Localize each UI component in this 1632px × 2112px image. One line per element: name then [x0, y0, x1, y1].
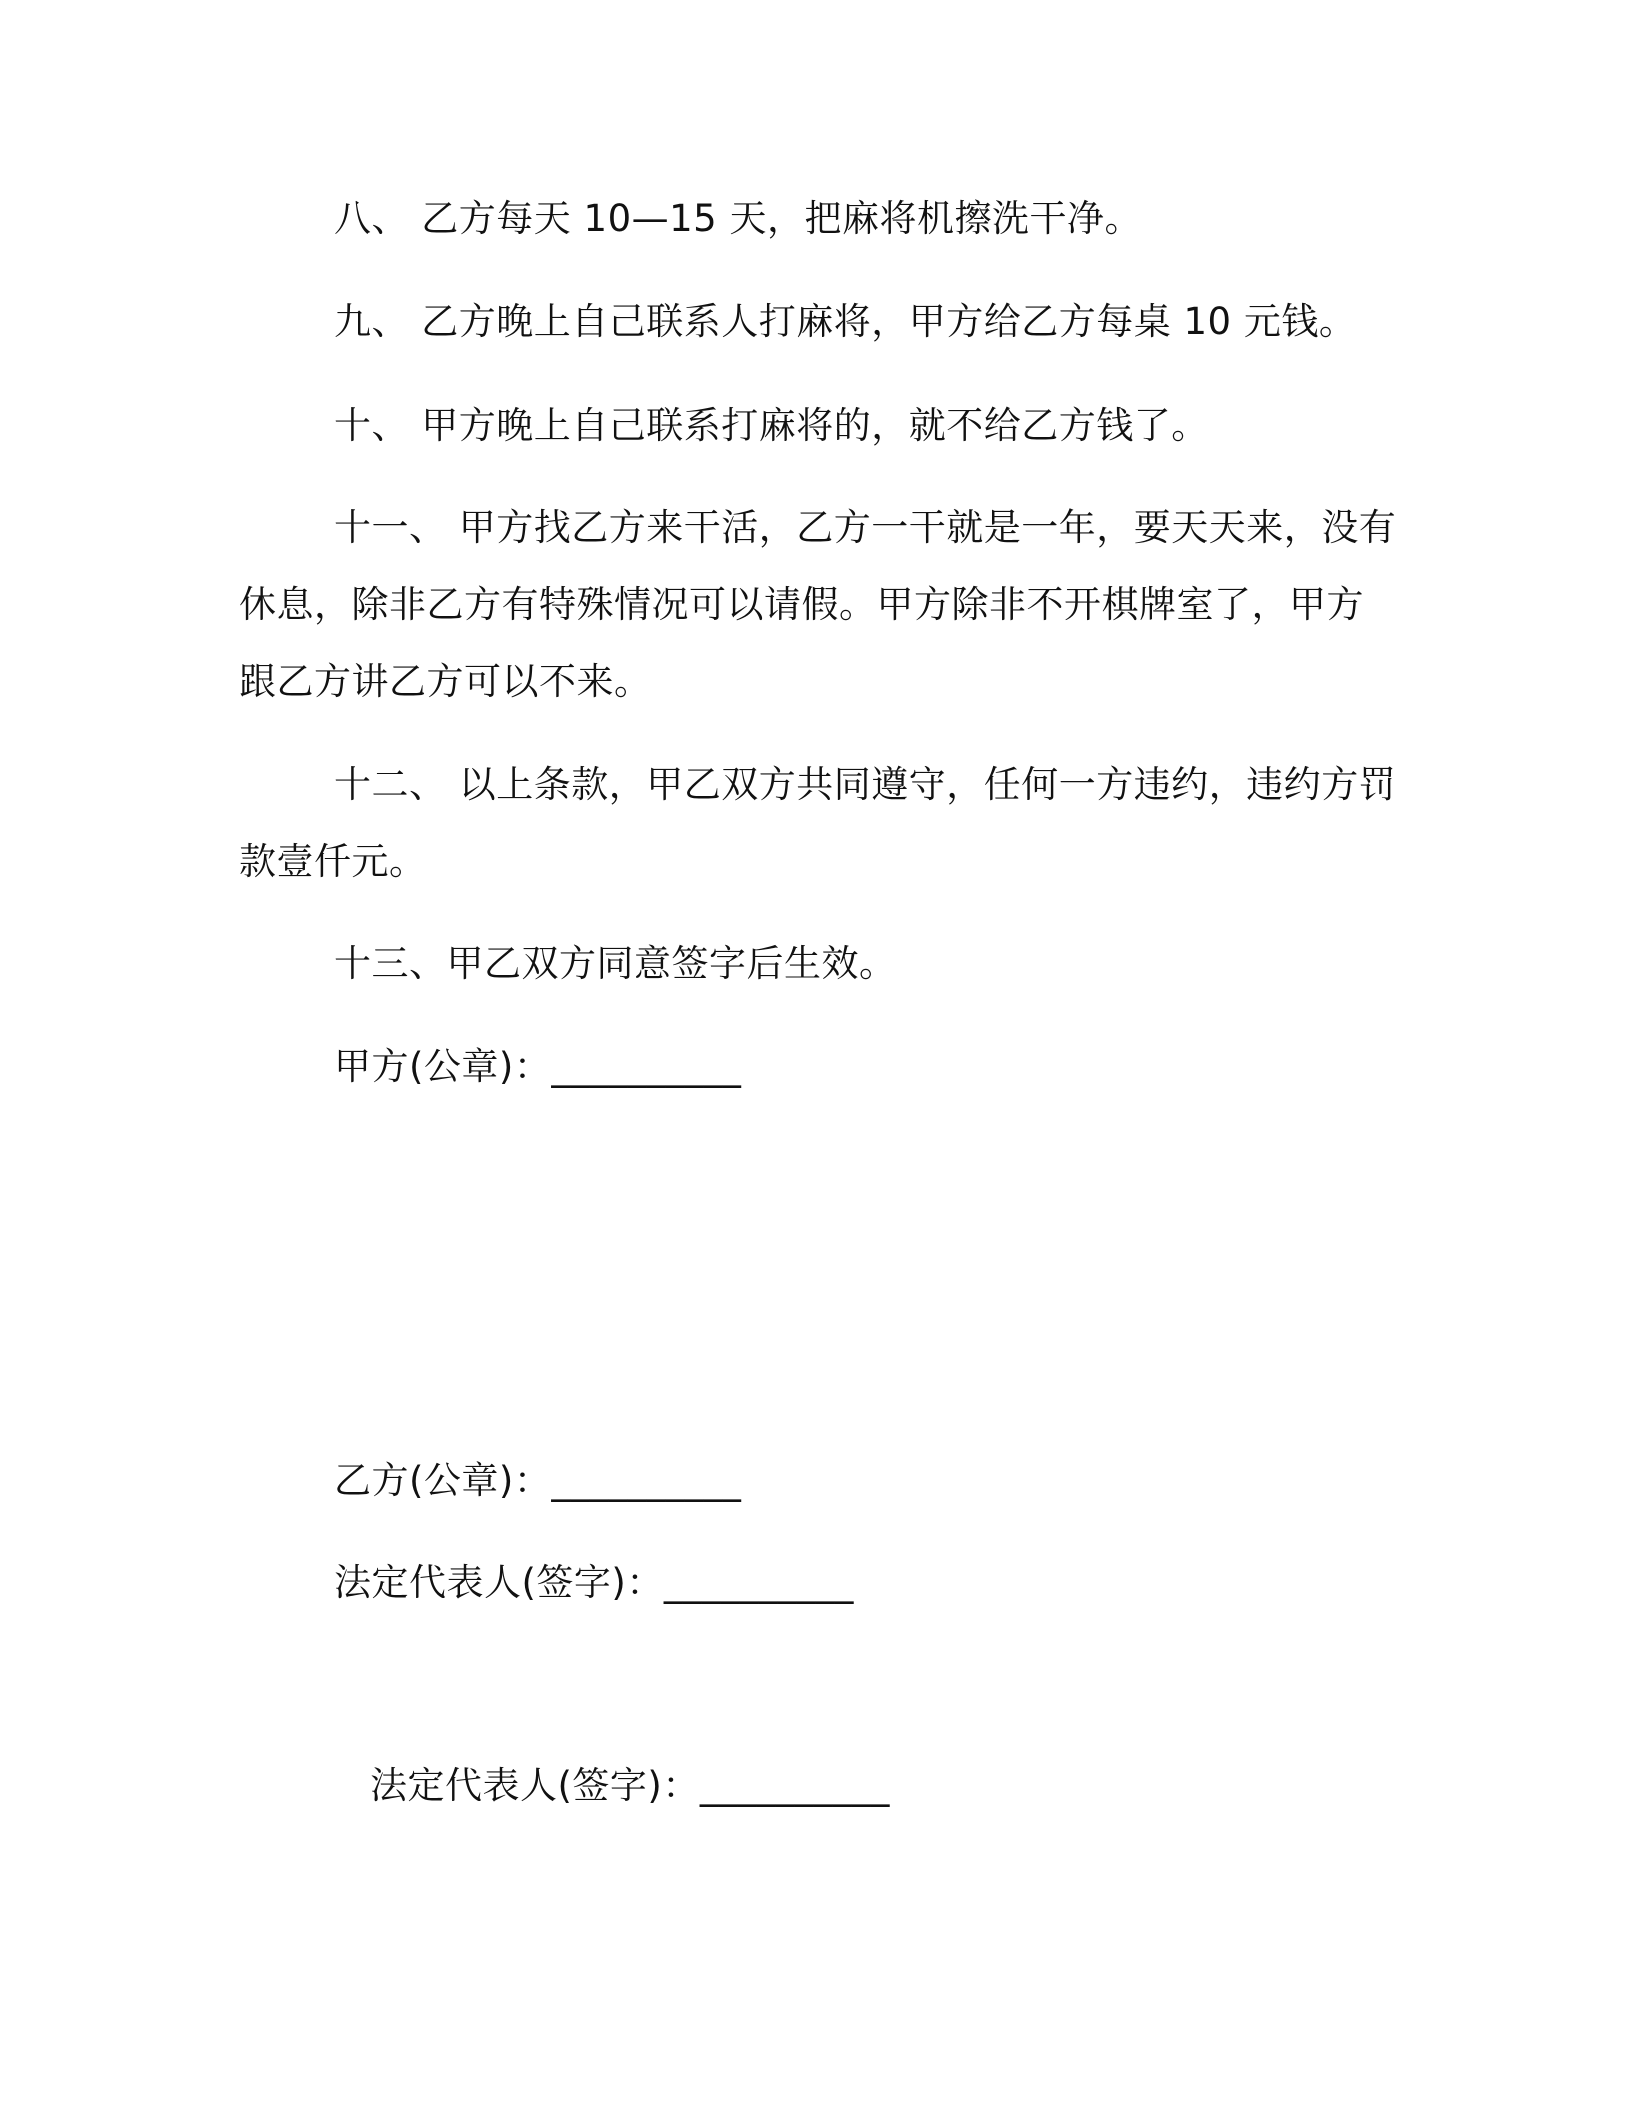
clause-10: 十、 甲方晚上自己联系打麻将的，就不给乙方钱了。	[334, 404, 1209, 447]
party-b-signature-line: 乙方(公章)：__________	[334, 1459, 742, 1502]
clause-11-line-2: 休息，除非乙方有特殊情况可以请假。甲方除非不开棋牌室了，甲方	[239, 583, 1364, 626]
clause-11-line-3: 跟乙方讲乙方可以不来。	[239, 660, 652, 703]
legal-representative-signature-line-1: 法定代表人(签字)：__________	[334, 1561, 854, 1604]
clause-13: 十三、甲乙双方同意签字后生效。	[334, 942, 897, 985]
clause-11-line-1: 十一、 甲方找乙方来干活，乙方一干就是一年，要天天来，没有	[334, 506, 1397, 549]
party-a-signature-line: 甲方(公章)：__________	[334, 1045, 742, 1088]
clause-9: 九、 乙方晚上自己联系人打麻将，甲方给乙方每桌 10 元钱。	[334, 300, 1357, 343]
clause-12-line-1: 十二、 以上条款，甲乙双方共同遵守，任何一方违约，违约方罚	[334, 763, 1397, 806]
clause-8: 八、 乙方每天 10—15 天，把麻将机擦洗干净。	[334, 197, 1142, 240]
clause-12-line-2: 款壹仟元。	[239, 840, 427, 883]
legal-representative-signature-line-2: 法定代表人(签字)：__________	[370, 1764, 890, 1807]
